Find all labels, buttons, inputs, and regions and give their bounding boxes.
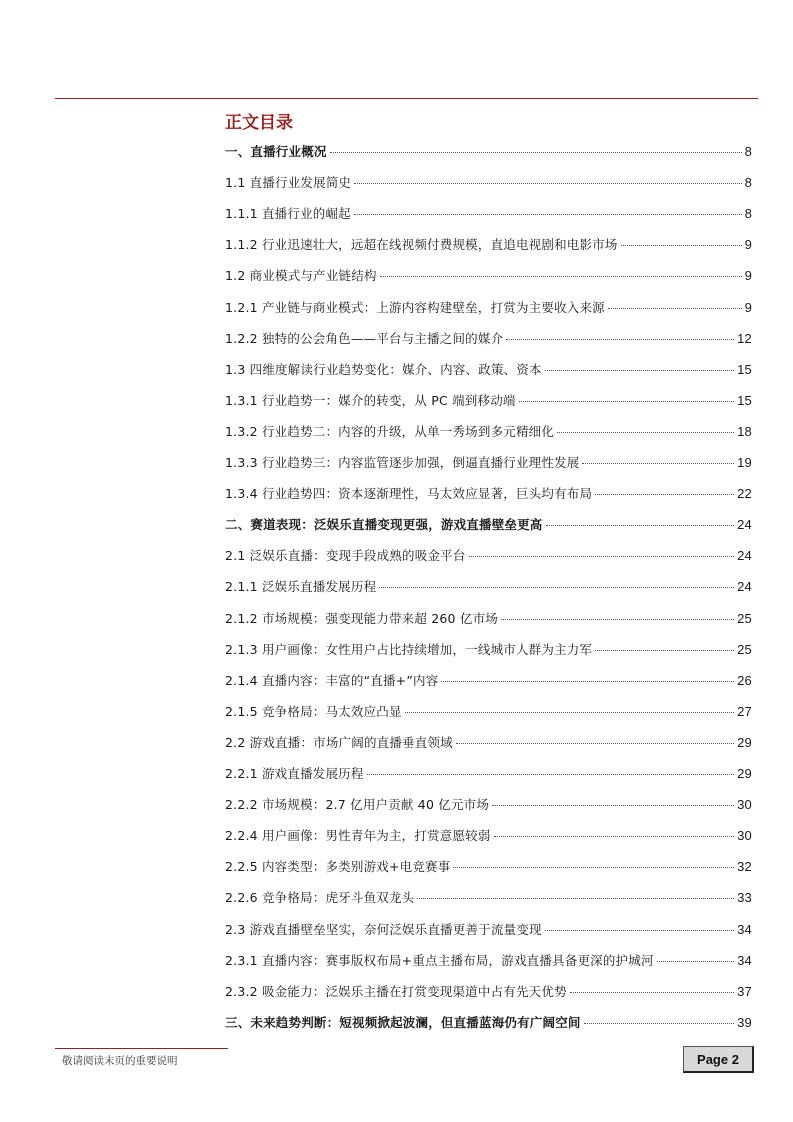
toc-dot-leader — [519, 401, 735, 402]
toc-dot-leader — [417, 898, 734, 899]
toc-entry[interactable] — [225, 577, 752, 599]
toc-entry[interactable] — [225, 515, 752, 537]
toc-entry-page: 9 — [744, 237, 752, 253]
toc-dot-leader — [595, 494, 734, 495]
toc-dot-leader — [501, 619, 734, 620]
toc-entry-page: 39 — [737, 1014, 752, 1030]
toc-entry-page: 15 — [737, 392, 752, 408]
page-number-badge: Page 2 — [683, 1046, 754, 1073]
toc-entry-page: 24 — [737, 579, 752, 595]
toc-entry-page: 29 — [737, 734, 752, 750]
toc-entry[interactable] — [225, 609, 752, 631]
toc-entry-label: 二、赛道表现：泛娱乐直播变现更强，游戏直播壁垒更高 — [225, 517, 543, 533]
toc-dot-leader — [621, 245, 742, 246]
toc-entry-page: 22 — [737, 486, 752, 502]
toc-entry-page: 9 — [744, 268, 752, 284]
toc-entry-label: 1.3 四维度解读行业趋势变化：媒介、内容、政策、资本 — [225, 361, 542, 377]
toc-dot-leader — [494, 836, 735, 837]
toc-entry-page: 33 — [737, 890, 752, 906]
toc-entry-page: 8 — [744, 206, 752, 222]
toc-dot-leader — [330, 152, 742, 153]
toc-entry[interactable] — [225, 484, 752, 506]
toc-entry-label: 1.1 直播行业发展简史 — [225, 175, 352, 191]
toc-entry-page: 26 — [737, 672, 752, 688]
toc-entry-label: 2.2 游戏直播：市场广阔的直播垂直领域 — [225, 734, 453, 750]
footer-disclaimer: 敬请阅读末页的重要说明 — [62, 1055, 178, 1067]
toc-entry[interactable] — [225, 266, 752, 288]
toc-entry-page: 32 — [737, 859, 752, 875]
toc-entry-label: 1.1.2 行业迅速壮大，远超在线视频付费规模，直追电视剧和电影市场 — [225, 237, 618, 253]
toc-entry-label: 1.3.4 行业趋势四：资本逐渐理性，马太效应显著，巨头均有布局 — [225, 486, 593, 502]
toc-entry-page: 34 — [737, 921, 752, 937]
toc-dot-leader — [608, 308, 742, 309]
toc-entry[interactable] — [225, 391, 752, 413]
toc-dot-leader — [456, 743, 734, 744]
toc-entry-label: 2.1.4 直播内容：丰富的“直播+”内容 — [225, 672, 439, 688]
toc-entry-label: 2.3.2 吸金能力：泛娱乐主播在打赏变现渠道中占有先天优势 — [225, 983, 567, 999]
toc-entry-label: 2.1 泛娱乐直播：变现手段成熟的吸金平台 — [225, 548, 466, 564]
toc-entry-page: 27 — [737, 703, 752, 719]
toc-entry[interactable] — [225, 888, 752, 910]
toc-entry-label: 2.1.2 市场规模：强变现能力带来超 260 亿市场 — [225, 610, 498, 626]
toc-entry-label: 1.3.2 行业趋势二：内容的升级，从单一秀场到多元精细化 — [225, 423, 555, 439]
toc-entry-label: 1.3.1 行业趋势一：媒介的转变，从 PC 端到移动端 — [225, 392, 516, 408]
toc-entry[interactable] — [225, 920, 752, 942]
toc-entry[interactable] — [225, 298, 752, 320]
toc-title: 正文目录 — [225, 113, 293, 133]
toc-entry-page: 8 — [744, 144, 752, 159]
toc-entry-page: 12 — [737, 330, 752, 346]
toc-entry-label: 2.2.4 用户画像：男性青年为主，打赏意愿较弱 — [225, 828, 491, 844]
toc-entry-label: 1.2.1 产业链与商业模式：上游内容构建壁垒，打赏为主要收入来源 — [225, 299, 605, 315]
toc-entry[interactable] — [225, 173, 752, 195]
toc-dot-leader — [545, 930, 734, 931]
toc-entry-label: 2.1.1 泛娱乐直播发展历程 — [225, 579, 377, 595]
toc-entry-label: 2.1.3 用户画像：女性用户占比持续增加，一线城市人群为主力军 — [225, 641, 593, 657]
toc-dot-leader — [657, 961, 734, 962]
toc-entry-page: 37 — [737, 983, 752, 999]
toc-entry-label: 1.2 商业模式与产业链结构 — [225, 268, 377, 284]
toc-dot-leader — [506, 339, 734, 340]
toc-entry[interactable] — [225, 1013, 752, 1035]
toc-entry-label: 2.2.1 游戏直播发展历程 — [225, 766, 364, 781]
toc-entry[interactable] — [225, 142, 752, 164]
toc-entry[interactable] — [225, 764, 752, 786]
toc-entry-page: 24 — [737, 548, 752, 564]
toc-entry[interactable] — [225, 951, 752, 973]
toc-dot-leader — [557, 432, 734, 433]
toc-entry-label: 2.3 游戏直播壁垒坚实，奈何泛娱乐直播更善于流量变现 — [225, 921, 542, 937]
toc-dot-leader — [545, 370, 734, 371]
toc-dot-leader — [380, 276, 742, 277]
toc-entry-label: 1.3.3 行业趋势三：内容监管逐步加强，倒逼直播行业理性发展 — [225, 455, 580, 470]
toc-entry-label: 2.2.6 竞争格局：虎牙斗鱼双龙头 — [225, 890, 415, 906]
toc-entry[interactable] — [225, 235, 752, 257]
toc-entry-page: 15 — [737, 361, 752, 377]
toc-entry-page: 9 — [744, 299, 752, 315]
toc-entry[interactable] — [225, 453, 752, 475]
toc-dot-leader — [453, 867, 734, 868]
toc-entry[interactable] — [225, 857, 752, 879]
toc-entry-page: 19 — [737, 455, 752, 470]
toc-entry[interactable] — [225, 982, 752, 1004]
toc-entry[interactable] — [225, 204, 752, 226]
header-rule — [55, 98, 758, 99]
toc-dot-leader — [582, 463, 734, 464]
toc-entry[interactable] — [225, 360, 752, 382]
toc-dot-leader — [379, 587, 734, 588]
toc-entry[interactable] — [225, 640, 752, 662]
toc-entry[interactable] — [225, 795, 752, 817]
toc-entry-label: 2.2.5 内容类型：多类别游戏+电竞赛事 — [225, 859, 451, 875]
toc-entry-page: 29 — [737, 766, 752, 781]
toc-entry[interactable] — [225, 702, 752, 724]
toc-entry-label: 1.2.2 独特的公会角色——平台与主播之间的媒介 — [225, 330, 504, 346]
toc-entry-label: 三、未来趋势判断：短视频掀起波澜，但直播蓝海仍有广阔空间 — [225, 1014, 581, 1030]
toc-dot-leader — [469, 556, 735, 557]
toc-dot-leader — [584, 1023, 735, 1024]
toc-entry[interactable] — [225, 422, 752, 444]
toc-dot-leader — [354, 183, 741, 184]
toc-entry[interactable] — [225, 671, 752, 693]
toc-dot-leader — [367, 774, 735, 775]
toc-entry-label: 1.1.1 直播行业的崛起 — [225, 206, 351, 222]
toc-entry-label: 2.1.5 竞争格局：马太效应凸显 — [225, 703, 402, 719]
toc-dot-leader — [546, 525, 735, 526]
toc-entry-label: 一、直播行业概况 — [225, 144, 327, 159]
toc-entry[interactable] — [225, 733, 752, 755]
toc-entry[interactable] — [225, 329, 752, 351]
toc-entry-page: 30 — [737, 828, 752, 844]
toc-entry-page: 25 — [737, 610, 752, 626]
toc-dot-leader — [441, 681, 734, 682]
toc-entry-page: 30 — [737, 797, 752, 813]
toc-dot-leader — [354, 214, 742, 215]
footer-rule — [55, 1048, 228, 1049]
toc-entry[interactable] — [225, 826, 752, 848]
toc-dot-leader — [595, 650, 734, 651]
toc-entry-page: 25 — [737, 641, 752, 657]
toc-entry-page: 18 — [737, 423, 752, 439]
toc-entry-label: 2.3.1 直播内容：赛事版权布局+重点主播布局，游戏直播具备更深的护城河 — [225, 952, 654, 968]
toc-entry[interactable] — [225, 546, 752, 568]
toc-entry-label: 2.2.2 市场规模：2.7 亿用户贡献 40 亿元市场 — [225, 797, 490, 813]
toc-dot-leader — [405, 712, 734, 713]
toc-dot-leader — [492, 805, 734, 806]
toc-entry-page: 24 — [737, 517, 752, 533]
toc-dot-leader — [570, 992, 734, 993]
toc-entry-page: 34 — [737, 952, 752, 968]
toc-entry-page: 8 — [744, 175, 752, 191]
